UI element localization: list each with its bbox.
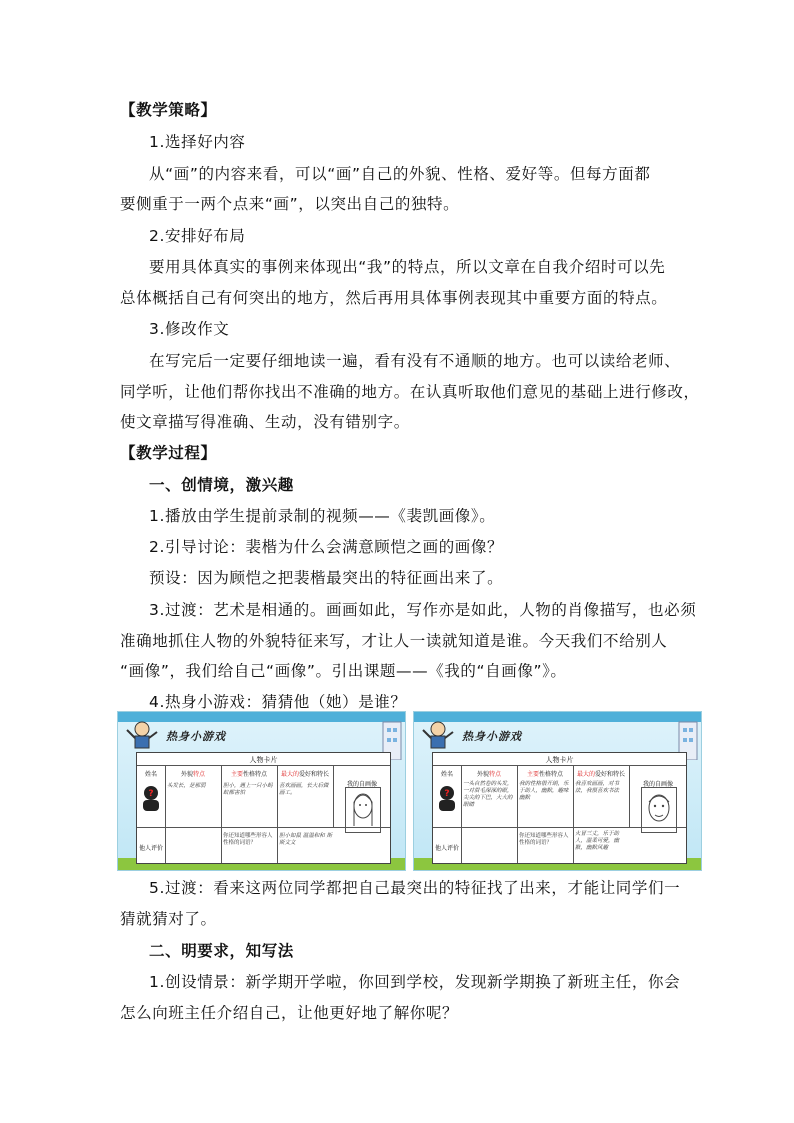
process-item-5: 5.过渡：看来这两位同学都把自己最突出的特征找了出来，才能让同学们一 xyxy=(149,879,681,897)
paragraph-line: 怎么向班主任介绍自己，让他更好地了解你呢？ xyxy=(120,1004,459,1022)
section-heading-2: 二、明要求，知写法 xyxy=(149,942,294,960)
warmup-slides xyxy=(117,711,707,871)
slide-title: 热身小游戏 xyxy=(462,730,522,743)
mystery-person-icon xyxy=(141,785,161,811)
slide-1 xyxy=(117,711,406,871)
process-item-6: 1.创设情景：新学期开学啦，你回到学校，发现新学期换了新班主任，你会 xyxy=(149,973,681,991)
mascot-icon xyxy=(124,718,160,754)
col-trait: 主要性格特点 xyxy=(230,771,268,778)
strategy-item-1: 1.选择好内容 xyxy=(149,133,246,151)
paragraph-line: 要侧重于一两个点来“画”，以突出自己的独特。 xyxy=(120,195,460,213)
process-item-1: 1.播放由学生提前录制的视频——《裴凯画像》。 xyxy=(149,507,496,525)
col-hobby: 最大的爱好和特长 xyxy=(576,771,626,778)
heading-strategy: 【教学策略】 xyxy=(120,101,217,119)
paragraph-line: 从“画”的内容来看，可以“画”自己的外貌、性格、爱好等。但每方面都 xyxy=(149,165,651,183)
paragraph-line: 准确地抓住人物的外貌特征来写，才让人一读就知道是谁。今天我们不给别人 xyxy=(120,632,668,650)
trait-text: 我的性格很开朗，乐于助人，幽默，趣味幽默 xyxy=(519,781,569,801)
slide-header-band xyxy=(118,712,405,722)
slide-header-band xyxy=(414,712,701,722)
row-others: 他人评价 xyxy=(138,845,163,852)
col-hobby: 最大的爱好和特长 xyxy=(280,771,330,778)
character-card xyxy=(136,752,391,864)
paragraph-line: 猜就猜对了。 xyxy=(120,910,217,928)
strategy-item-2: 2.安排好布局 xyxy=(149,227,246,245)
others-text: 胆小如鼠 温温和和 斯斯文文 xyxy=(279,833,332,846)
look-text: 头发长，是那弱 xyxy=(167,783,206,789)
mascot-icon xyxy=(420,718,456,754)
slide-2 xyxy=(413,711,702,871)
col-look: 外貌特点 xyxy=(180,771,206,778)
prompt-text: 你还知道哪些形容人性格的词语？ xyxy=(519,833,569,846)
hobby-text: 喜欢画画，长大后做画工。 xyxy=(279,783,329,796)
process-item-3: 3.过渡：艺术是相通的。画画如此，写作亦是如此，人物的肖像描写，也必须 xyxy=(149,601,697,619)
paragraph-line: 在写完后一定要仔细地读一遍，看有没有不通顺的地方。也可以读给老师、 xyxy=(149,352,681,370)
col-name: 姓名 xyxy=(440,771,453,778)
svg-text:?: ? xyxy=(148,789,154,799)
paragraph-line: “画像”，我们给自己“画像”。引出课题——《我的“自画像”》。 xyxy=(120,662,567,680)
character-card xyxy=(432,752,687,864)
paragraph-line: 使文章描写得准确、生动，没有错别字。 xyxy=(120,413,410,431)
others-text: 火冒三丈，乐于助人，温柔可爱，幽默，幽默风趣 xyxy=(575,831,620,851)
section-heading-1: 一、创情境，激兴趣 xyxy=(149,476,294,494)
paragraph-line: 预设：因为顾恺之把裴楷最突出的特征画出来了。 xyxy=(149,569,504,587)
card-title: 人物卡片 xyxy=(249,756,278,764)
mystery-person-icon xyxy=(437,785,457,811)
col-name: 姓名 xyxy=(144,771,157,778)
process-item-4: 4.热身小游戏：猜猜他（她）是谁？ xyxy=(149,693,407,711)
paragraph-line: 同学听，让他们帮你找出不准确的地方。在认真听取他们意见的基础上进行修改， xyxy=(120,383,700,401)
col-trait: 主要性格特点 xyxy=(526,771,564,778)
col-portrait: 我的自画像 xyxy=(346,781,377,788)
heading-process: 【教学过程】 xyxy=(120,444,217,462)
prompt-text: 你还知道哪些形容人性格的词语？ xyxy=(223,833,273,846)
slide-title: 热身小游戏 xyxy=(166,730,226,743)
strategy-item-3: 3.修改作文 xyxy=(149,320,230,338)
trait-text: 胆小，遇上一只小蚂蚁都害怕 xyxy=(223,783,273,796)
col-portrait: 我的自画像 xyxy=(642,781,673,788)
paragraph-line: 总体概括自己有何突出的地方，然后再用具体事例表现其中重要方面的特点。 xyxy=(120,289,668,307)
paragraph-line: 要用具体真实的事例来体现出“我”的特点，所以文章在自我介绍时可以先 xyxy=(149,258,666,276)
hobby-text: 我喜欢画画，对书法，我很喜欢书法 xyxy=(575,781,620,794)
look-text: 一头自然卷的头发，一对眉毛深深的眼，尖尖的下巴，大大的眼睛 xyxy=(463,781,513,808)
self-portrait-drawing xyxy=(345,787,381,833)
process-item-2: 2.引导讨论：裴楷为什么会满意顾恺之画的画像？ xyxy=(149,538,504,556)
self-portrait-drawing xyxy=(641,787,677,833)
col-look: 外貌特点 xyxy=(476,771,502,778)
card-title: 人物卡片 xyxy=(545,756,574,764)
row-others: 他人评价 xyxy=(434,845,459,852)
svg-text:?: ? xyxy=(444,789,450,799)
